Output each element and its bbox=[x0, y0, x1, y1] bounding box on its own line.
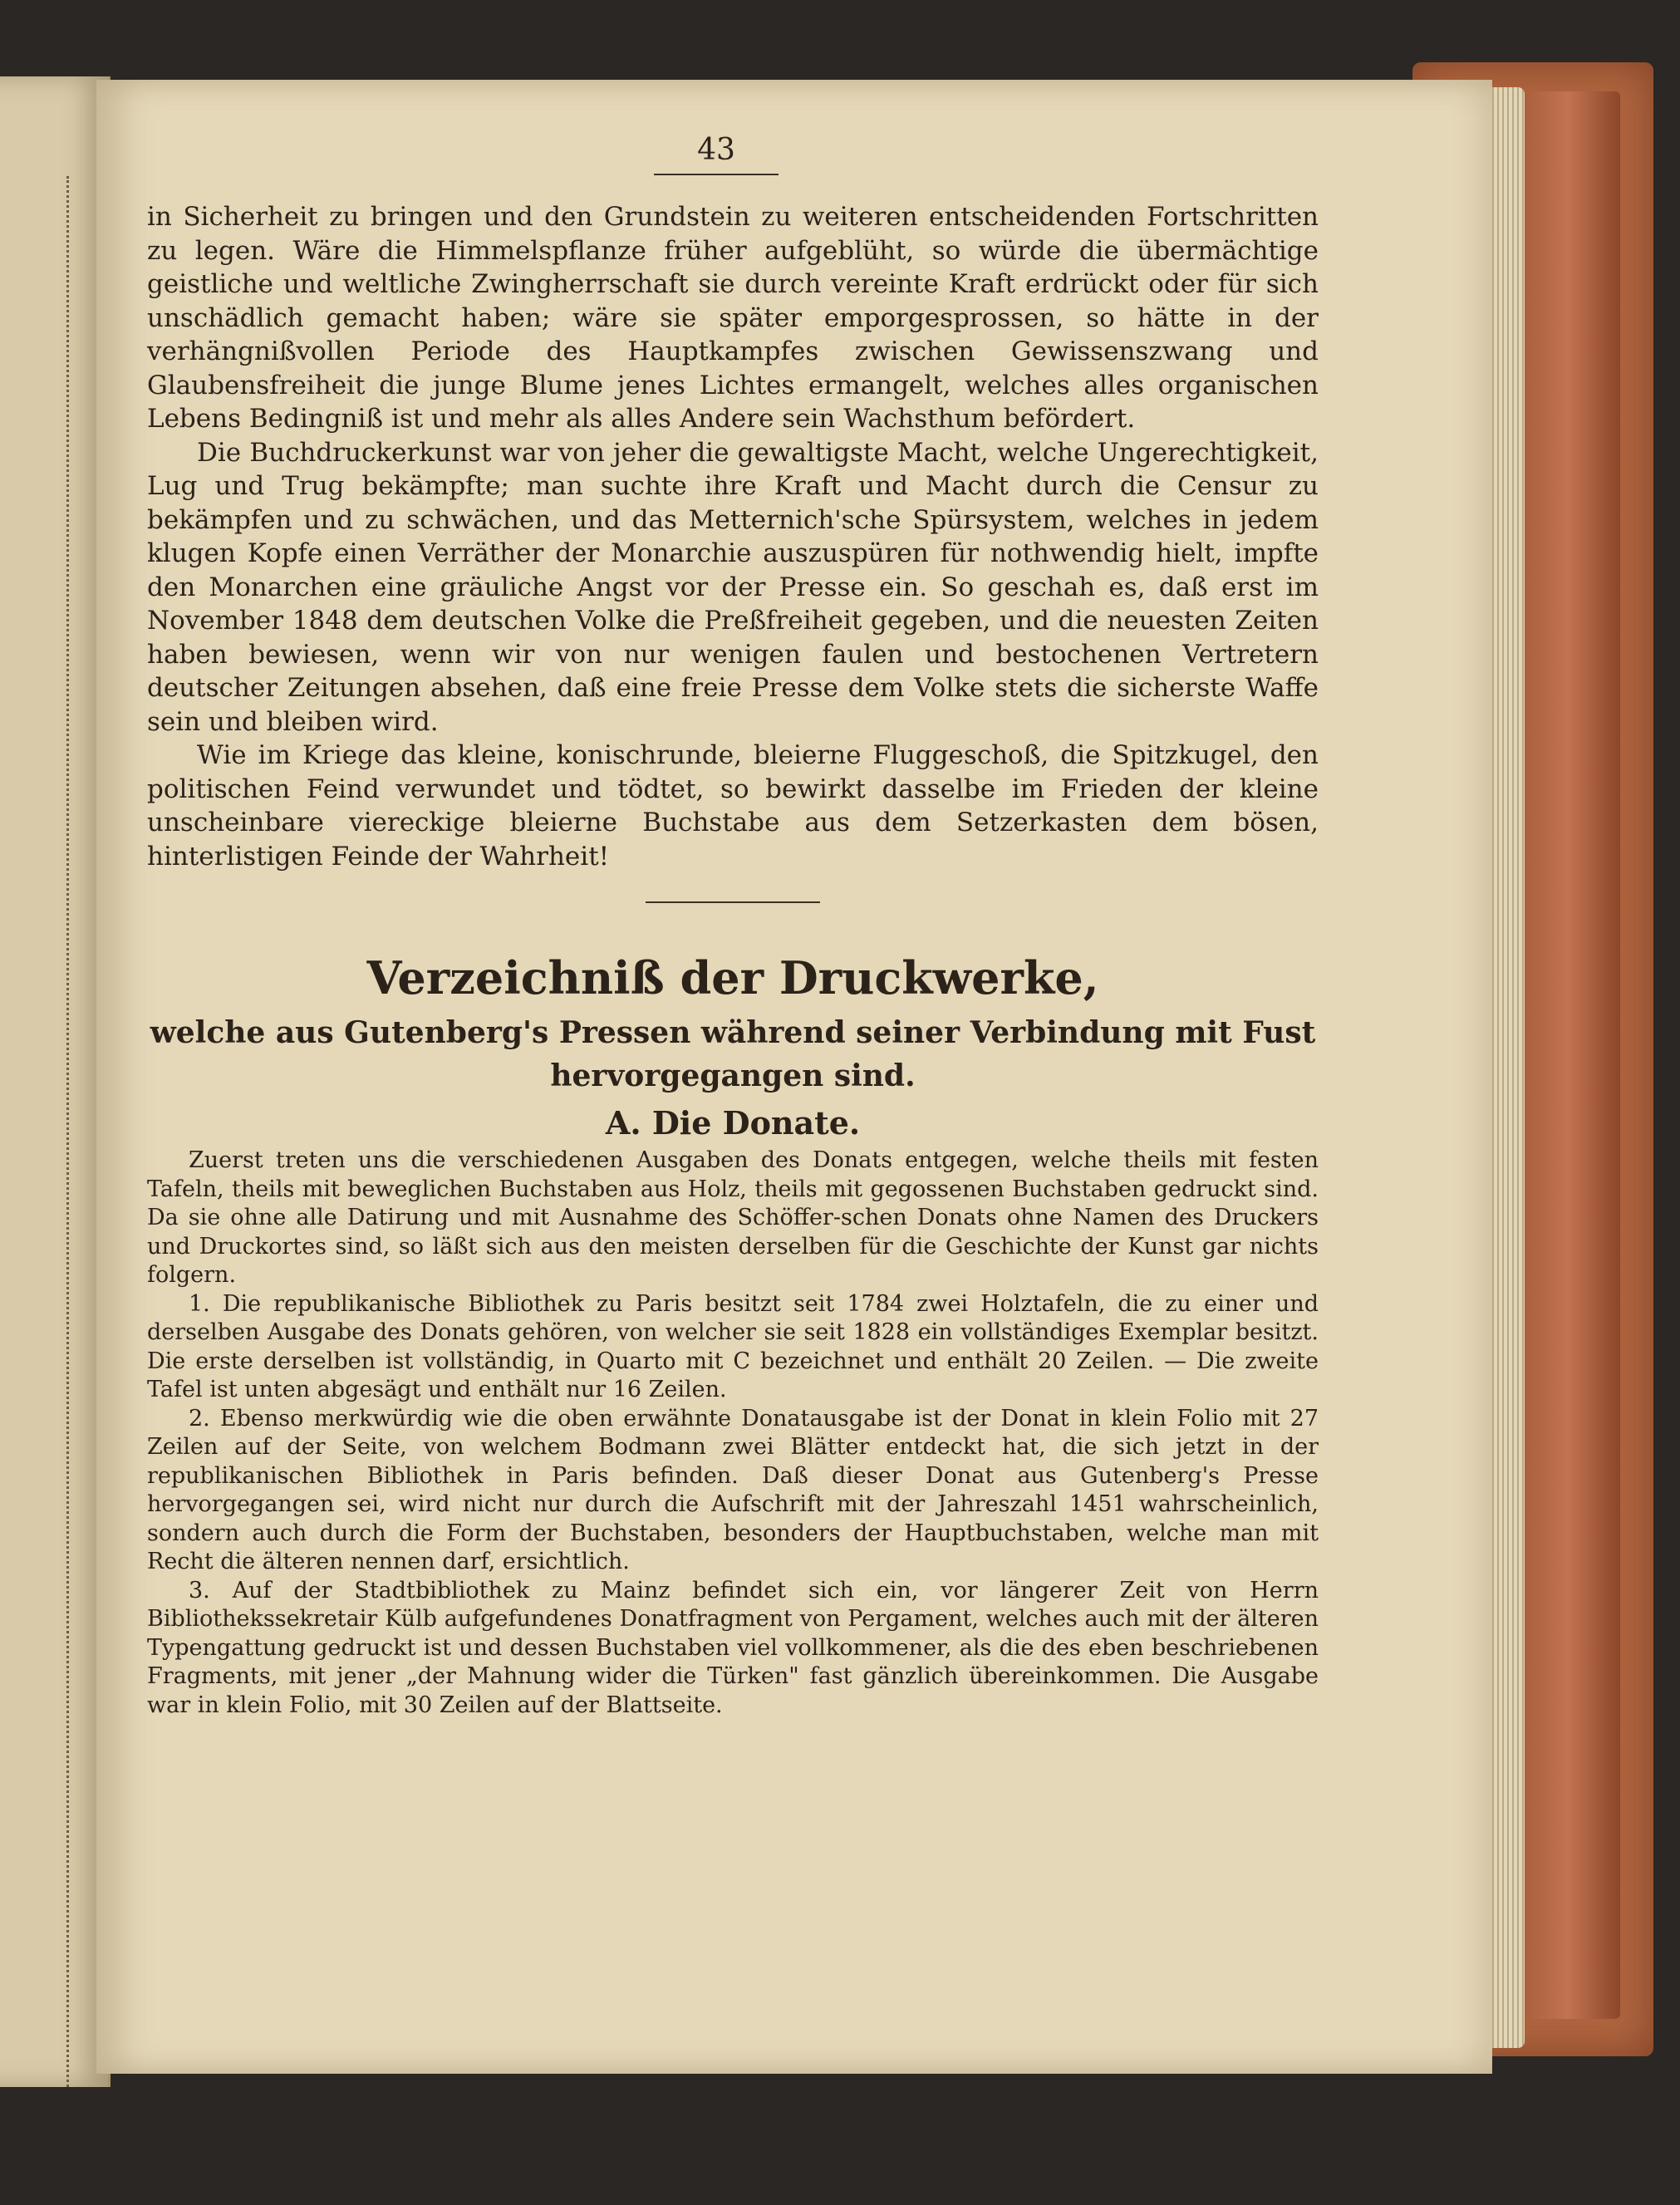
subsection-title: A. Die Donate. bbox=[605, 1104, 861, 1142]
page-number-rule bbox=[654, 174, 779, 175]
body-text bbox=[147, 200, 1319, 873]
catalog-paragraph: Zuerst treten uns die verschiedenen Ausgaben des Donats entgegen, welche theils mit festen Tafeln, theils mit beweglichen Buchstaben aus Holz, theils mit gegossenen Buchstaben gedruckt sind. Da sie ohne alle Datirung und mit Ausnahme des Schöffer-schen Donats ohne Namen des Druckers und Druckortes sind, so läßt sich aus den meisten derselben für die Geschichte der Kunst gar nichts folgern. bbox=[147, 1147, 1319, 1288]
catalog-entry: 1. Die republikanische Bibliothek zu Paris besitzt seit 1784 zwei Holztafeln, die zu einer und derselben Ausgabe des Donats gehören, von welcher sie seit 1828 ein vollständiges Exemplar besitzt. Die erste derselben ist vollständig, in Quarto mit C bezeichnet und enthält 20 Zeilen. — Die zweite Tafel ist unten abgesägt und enthält nur 16 Zeilen. bbox=[147, 1290, 1319, 1402]
page-content bbox=[147, 133, 1319, 1720]
paragraph: Die Buchdruckerkunst war von jeher die gewaltigste Macht, welche Ungerechtigkeit, Lug und Trug bekämpfte; man suchte ihre Kraft und Macht durch die Censur zu bekämpfen und zu schwächen, und das Metternich'sche Spürsystem, welches in jedem klugen Kopfe einen Verräther der Monarchie auszuspüren für nothwendig hielt, impfte den Monarchen eine gräuliche Angst vor der Presse ein. So geschah es, daß erst im November 1848 dem deutschen Volke die Preßfreiheit gegeben, und die neuesten Zeiten haben bewiesen, wenn wir von nur wenigen faulen und bestochenen Vertretern deutscher Zeitungen absehen, daß eine freie Presse dem Volke stets die sicherste Waffe sein und bleiben wird. bbox=[147, 437, 1319, 737]
catalog-entry: 3. Auf der Stadtbibliothek zu Mainz befindet sich ein, vor längerer Zeit von Herrn Bibliothekssekretair Külb aufgefundenes Donatfragment von Pergament, welches auch mit der älteren Typengattung gedruckt ist und dessen Buchstaben viel vollkommener, als die des eben beschriebenen Fragments, mit jener „der Mahnung wider die Türken" fast gänzlich übereinkommen. Die Ausgabe war in klein Folio, mit 30 Zeilen auf der Blattseite. bbox=[147, 1577, 1319, 1718]
catalog-entry: 2. Ebenso merkwürdig wie die oben erwähnte Donatausgabe ist der Donat in klein Folio mit 27 Zeilen auf der Seite, von welchem Bodmann zwei Blätter entdeckt hat, die sich jetzt in der republikanischen Bibliothek in Paris befinden. Daß dieser Donat aus Gutenberg's Presse hervorgegangen sei, wird nicht nur durch die Aufschrift mit der Jahreszahl 1451 wahrscheinlich, sondern auch durch die Form der Buchstaben, besonders der Hauptbuchstaben, welche man mit Recht die älteren nennen darf, ersichtlich. bbox=[147, 1405, 1319, 1574]
section-title: Verzeichniß der Druckwerke, bbox=[366, 951, 1099, 1004]
section-subtitle-line: hervorgegangen sind. bbox=[550, 1058, 916, 1093]
left-page-edge bbox=[0, 76, 111, 2087]
section-subtitle bbox=[147, 1011, 1319, 1098]
paragraph: Wie im Kriege das kleine, konischrunde, bleierne Fluggeschoß, die Spitzkugel, den politischen Feind verwundet und tödtet, so bewirkt dasselbe im Frieden der kleine unscheinbare viereckige bleierne Buchstabe aus dem Setzerkasten dem bösen, hinterlistigen Feinde der Wahrheit! bbox=[147, 740, 1319, 872]
paragraph: in Sicherheit zu bringen und den Grundstein zu weiteren entscheidenden Fortschritten zu legen. Wäre die Himmelspflanze früher aufgeblüht, so würde die übermächtige geistliche und weltliche Zwingherrschaft sie durch vereinte Kraft erdrückt oder für sich unschädlich gemacht haben; wäre sie später emporgesprossen, so hätte in der verhängnißvollen Periode des Hauptkampfes zwischen Gewissenszwang und Glaubensfreiheit die junge Blume jenes Lichtes ermangelt, welches alles organischen Lebens Bedingniß ist und mehr als alles Andere sein Wachsthum befördert. bbox=[147, 202, 1319, 434]
catalog-text bbox=[147, 1147, 1319, 1720]
binding-stitch bbox=[66, 176, 79, 2087]
page-number: 43 bbox=[697, 133, 735, 167]
section-divider bbox=[646, 901, 820, 903]
section-subtitle-line: welche aus Gutenberg's Pressen während seiner Verbindung mit Fust bbox=[150, 1015, 1316, 1050]
